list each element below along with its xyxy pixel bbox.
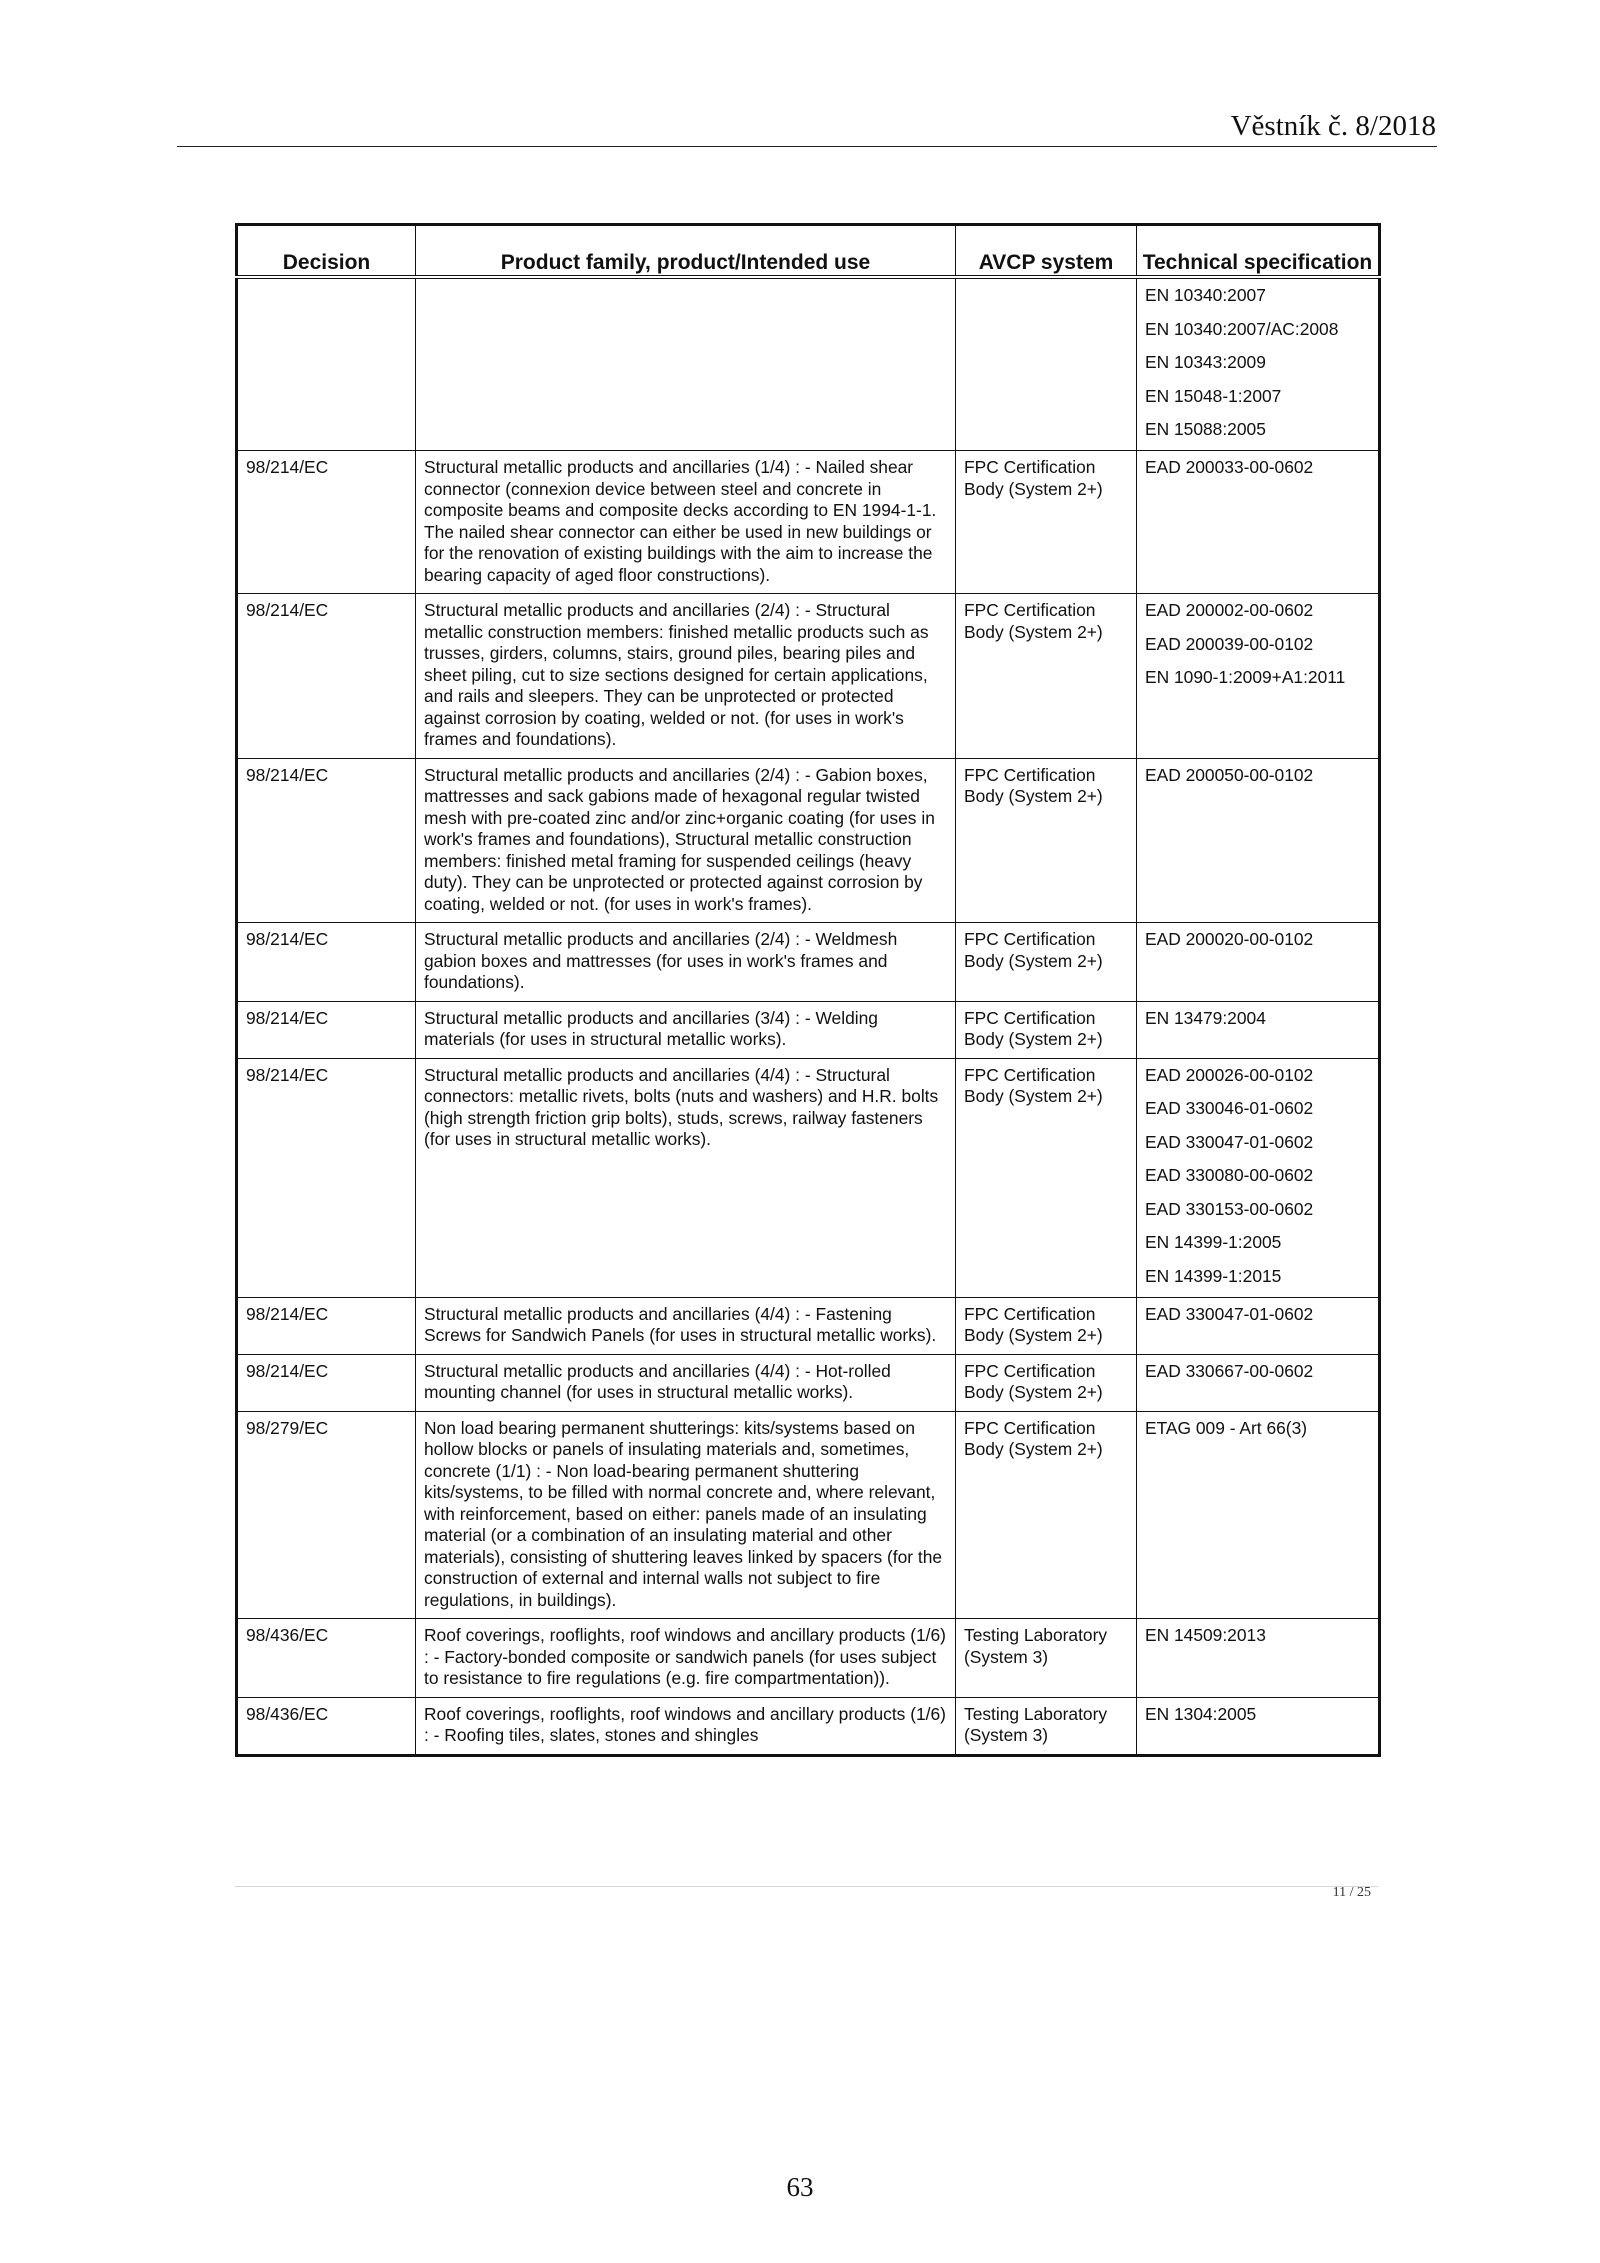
- specification-item: EAD 200026-00-0102: [1145, 1064, 1314, 1085]
- technical-specification-cell: [1137, 1354, 1380, 1411]
- specification-item: EAD 330047-01-0602: [1145, 1303, 1314, 1324]
- product-cell: Roof coverings, rooflights, roof windows and ancillary products (1/6) : - Roofing tiles, slates, stones and shingles: [416, 1697, 956, 1755]
- column-header-decision: Decision: [237, 225, 416, 278]
- decision-cell: 98/214/EC: [237, 1058, 416, 1297]
- table-row: [237, 451, 1380, 594]
- specification-item: EN 10340:2007: [1145, 285, 1266, 305]
- technical-specification-cell: [1137, 277, 1380, 451]
- specification-item: EN 15088:2005: [1145, 419, 1266, 439]
- specification-item: EAD 200039-00-0102: [1145, 633, 1314, 654]
- product-cell: Structural metallic products and ancillaries (1/4) : - Nailed shear connector (connexion device between steel and concrete in composite beams and composite decks according to EN 1994-1-1. The nailed shear connector can either be used in new buildings or for the renovation of existing buildings with the aim to increase the bearing capacity of aged floor constructions).: [416, 451, 956, 594]
- specification-table: [235, 223, 1381, 1757]
- product-cell: [416, 277, 956, 451]
- avcp-system-cell: FPC Certification Body (System 2+): [956, 923, 1137, 1002]
- avcp-system-cell: FPC Certification Body (System 2+): [956, 1058, 1137, 1297]
- decision-cell: 98/214/EC: [237, 758, 416, 923]
- column-header-product: Product family, product/Intended use: [416, 225, 956, 278]
- technical-specification-cell: [1137, 594, 1380, 759]
- table-row: [237, 1058, 1380, 1297]
- technical-specification-cell: [1137, 1619, 1380, 1698]
- technical-specification-cell: [1137, 1297, 1380, 1354]
- specification-item: EAD 200033-00-0602: [1145, 457, 1314, 477]
- specification-item: EN 1304:2005: [1145, 1703, 1257, 1724]
- product-cell: Structural metallic products and ancillaries (2/4) : - Weldmesh gabion boxes and mattresses (for uses in work's frames and foundations).: [416, 923, 956, 1002]
- table-row: [237, 923, 1380, 1002]
- column-header-avcp: AVCP system: [956, 225, 1137, 278]
- technical-specification-cell: [1137, 758, 1380, 923]
- avcp-system-cell: FPC Certification Body (System 2+): [956, 594, 1137, 759]
- specification-item: EAD 330153-00-0602: [1145, 1198, 1314, 1219]
- table-body: [237, 277, 1380, 1755]
- header-rule: [177, 146, 1437, 147]
- avcp-system-cell: Testing Laboratory (System 3): [956, 1619, 1137, 1698]
- avcp-system-cell: Testing Laboratory (System 3): [956, 1697, 1137, 1755]
- specification-item: EAD 330080-00-0602: [1145, 1165, 1314, 1185]
- table-row: [237, 594, 1380, 759]
- table-row: [237, 1411, 1380, 1619]
- specification-item: EN 13479:2004: [1145, 1007, 1266, 1028]
- decision-cell: 98/436/EC: [237, 1697, 416, 1755]
- technical-specification-cell: [1137, 1058, 1380, 1297]
- product-cell: Structural metallic products and ancillaries (4/4) : - Hot-rolled mounting channel (for uses in structural metallic works).: [416, 1354, 956, 1411]
- avcp-system-cell: [956, 277, 1137, 451]
- specification-item: EN 1090-1:2009+A1:2011: [1145, 667, 1346, 687]
- decision-cell: 98/436/EC: [237, 1619, 416, 1698]
- avcp-system-cell: FPC Certification Body (System 2+): [956, 758, 1137, 923]
- specification-item: ETAG 009 - Art 66(3): [1145, 1417, 1308, 1438]
- avcp-system-cell: FPC Certification Body (System 2+): [956, 1411, 1137, 1619]
- technical-specification-cell: [1137, 923, 1380, 1002]
- table-row: [237, 1297, 1380, 1354]
- journal-title: Věstník č. 8/2018: [1230, 110, 1436, 142]
- specification-item: EN 15048-1:2007: [1145, 385, 1282, 406]
- specification-item: EAD 330667-00-0602: [1145, 1360, 1314, 1381]
- footer-pager: 11 / 25: [1332, 1885, 1371, 1900]
- decision-cell: 98/214/EC: [237, 451, 416, 594]
- avcp-system-cell: FPC Certification Body (System 2+): [956, 1354, 1137, 1411]
- specification-item: EAD 330046-01-0602: [1145, 1098, 1314, 1118]
- table-row: [237, 758, 1380, 923]
- product-cell: Roof coverings, rooflights, roof windows and ancillary products (1/6) : - Factory-bonded composite or sandwich panels (for uses subject to resistance to fire regulations (e.g. fire compartmentation)).: [416, 1619, 956, 1698]
- decision-cell: 98/214/EC: [237, 1001, 416, 1058]
- page-number: 63: [786, 2172, 814, 2202]
- specification-item: EN 10343:2009: [1145, 352, 1266, 372]
- decision-cell: 98/214/EC: [237, 923, 416, 1002]
- decision-cell: [237, 277, 416, 451]
- specification-item: EAD 200050-00-0102: [1145, 764, 1314, 785]
- specification-item: EAD 200020-00-0102: [1145, 929, 1314, 949]
- product-cell: Structural metallic products and ancillaries (2/4) : - Structural metallic construction members: finished metallic products such as trusses, girders, columns, stairs, ground piles, bearing piles and sheet piling, cut to size sections designed for certain applications, and rails and sleepers. They can be unprotected or protected against corrosion by coating, welded or not. (for uses in work's frames and foundations).: [416, 594, 956, 759]
- specification-item: EAD 200002-00-0602: [1145, 600, 1314, 620]
- avcp-system-cell: FPC Certification Body (System 2+): [956, 1297, 1137, 1354]
- table-row: [237, 1619, 1380, 1698]
- decision-cell: 98/279/EC: [237, 1411, 416, 1619]
- technical-specification-cell: [1137, 1697, 1380, 1755]
- technical-specification-cell: [1137, 1001, 1380, 1058]
- product-cell: Structural metallic products and ancillaries (4/4) : - Fastening Screws for Sandwich Panels (for uses in structural metallic works).: [416, 1297, 956, 1354]
- product-cell: Structural metallic products and ancillaries (4/4) : - Structural connectors: metallic rivets, bolts (nuts and washers) and H.R. bolts (high strength friction grip bolts), studs, screws, railway fasteners (for uses in structural metallic works).: [416, 1058, 956, 1297]
- decision-cell: 98/214/EC: [237, 1297, 416, 1354]
- decision-cell: 98/214/EC: [237, 594, 416, 759]
- specification-item: EN 10340:2007/AC:2008: [1145, 318, 1339, 339]
- column-header-technical-specification: Technical specification: [1137, 225, 1380, 278]
- table-header-row: [237, 225, 1380, 278]
- table-row: [237, 1354, 1380, 1411]
- specification-item: EN 14509:2013: [1145, 1625, 1266, 1645]
- table-row: [237, 1697, 1380, 1755]
- specification-item: EAD 330047-01-0602: [1145, 1131, 1314, 1152]
- table-row: [237, 277, 1380, 451]
- avcp-system-cell: FPC Certification Body (System 2+): [956, 451, 1137, 594]
- technical-specification-cell: [1137, 1411, 1380, 1619]
- decision-cell: 98/214/EC: [237, 1354, 416, 1411]
- avcp-system-cell: FPC Certification Body (System 2+): [956, 1001, 1137, 1058]
- specification-item: EN 14399-1:2005: [1145, 1232, 1282, 1252]
- specification-item: EN 14399-1:2015: [1145, 1265, 1282, 1286]
- footer-rule: [235, 1886, 1378, 1887]
- technical-specification-cell: [1137, 451, 1380, 594]
- product-cell: Structural metallic products and ancillaries (3/4) : - Welding materials (for uses in structural metallic works).: [416, 1001, 956, 1058]
- product-cell: Structural metallic products and ancillaries (2/4) : - Gabion boxes, mattresses and sack gabions made of hexagonal regular twisted mesh with pre-coated zinc and/or zinc+organic coating (for uses in work's frames and foundations), Structural metallic construction members: finished metal framing for suspended ceilings (heavy duty). They can be unprotected or protected against corrosion by coating, welded or not. (for uses in work's frames).: [416, 758, 956, 923]
- product-cell: Non load bearing permanent shutterings: kits/systems based on hollow blocks or panels of insulating materials and, sometimes, concrete (1/1) : - Non load-bearing permanent shuttering kits/systems, to be filled with normal concrete and, where relevant, with reinforcement, based on either: panels made of an insulating material (or a combination of an insulating material and other materials), consisting of shuttering leaves linked by spacers (for the construction of external and internal walls not subject to fire regulations, in buildings).: [416, 1411, 956, 1619]
- table-row: [237, 1001, 1380, 1058]
